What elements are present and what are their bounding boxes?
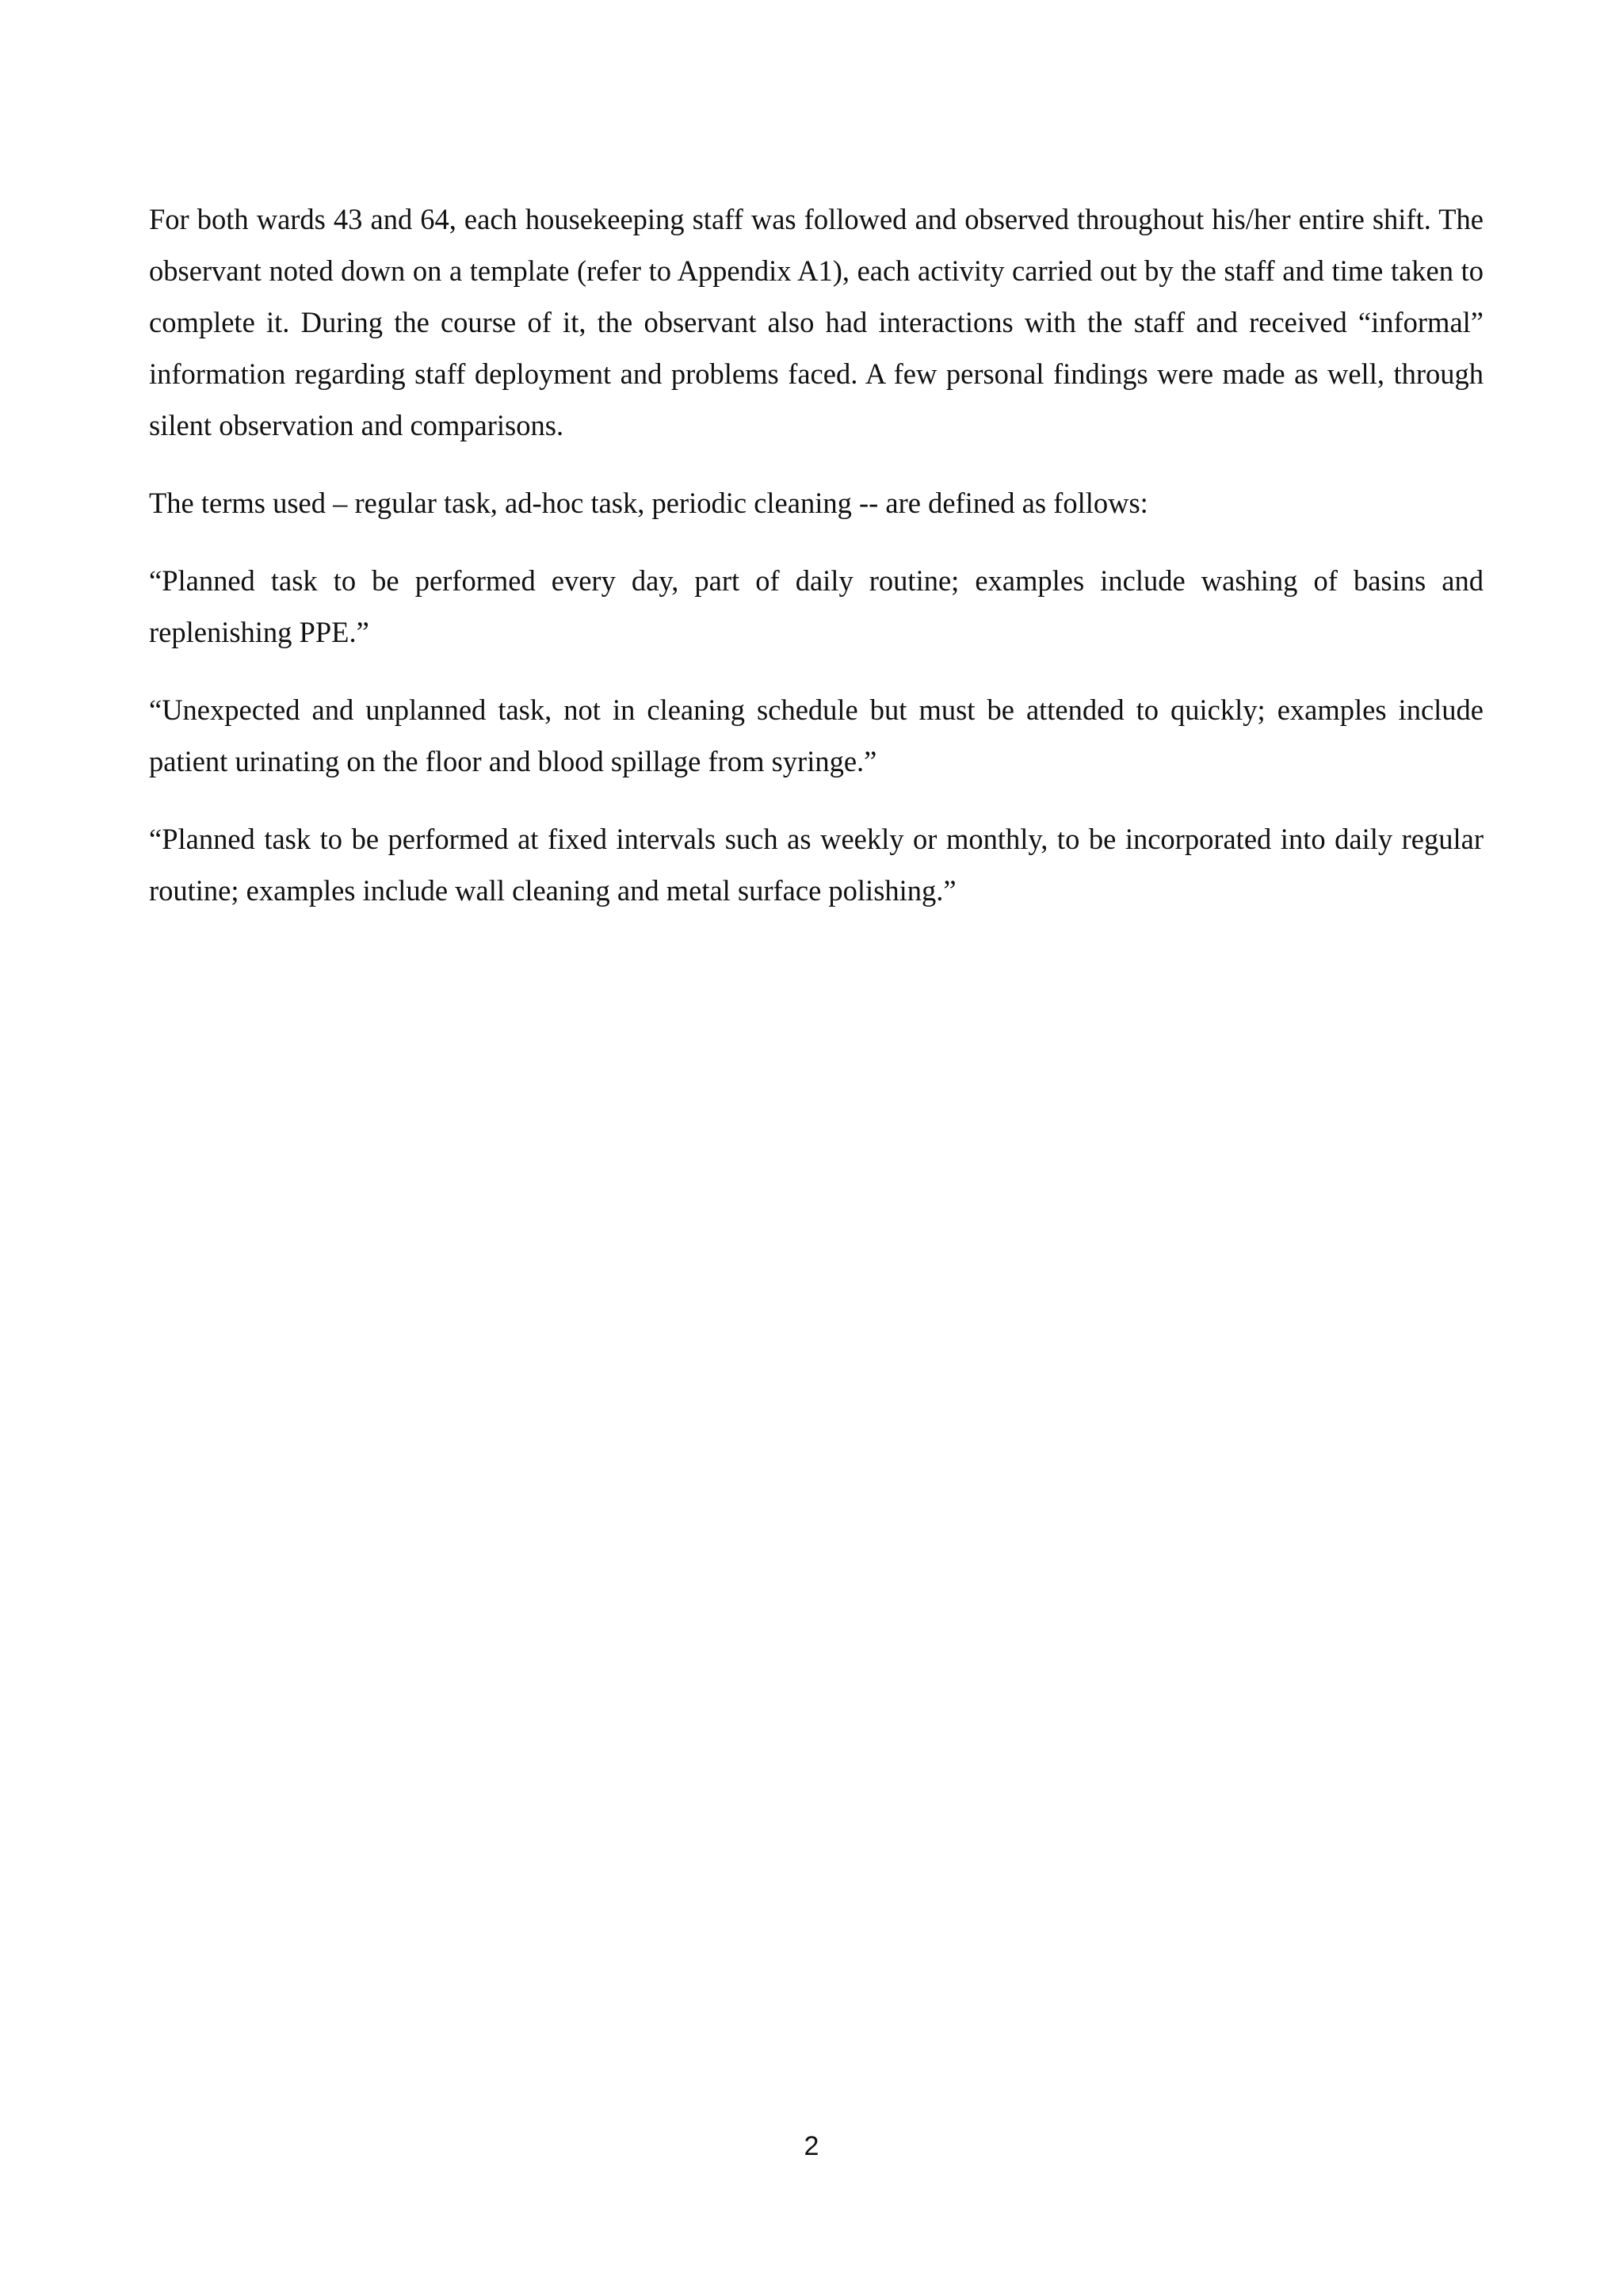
page-number: 2 (804, 2131, 819, 2161)
paragraph-regular-task-definition: “Planned task to be performed every day, part of daily routine; examples include washing of basins and replenishing PPE.” (149, 564, 1484, 648)
paragraph-ad-hoc-task-definition: “Unexpected and unplanned task, not in cleaning schedule but must be attended to quickly; examples include patient urinating on the floor and blood spillage from syringe.” (149, 693, 1484, 777)
body-text (149, 193, 1484, 942)
paragraph-terms-intro: The terms used – regular task, ad-hoc task, periodic cleaning -- are defined as follows: (149, 487, 1148, 519)
paragraph-periodic-cleaning-definition: “Planned task to be performed at fixed intervals such as weekly or monthly, to be incorporated into daily regular routine; examples include wall cleaning and metal surface polishing.” (149, 823, 1484, 907)
paragraph-methodology: For both wards 43 and 64, each housekeeping staff was followed and observed throughout his/her entire shift. The observant noted down on a template (refer to Appendix A1), each activity carried out by the staff and time taken to complete it. During the course of it, the observant also had interactions with the staff and received “informal” information regarding staff deployment and problems faced. A few personal findings were made as well, through silent observation and comparisons. (149, 203, 1484, 441)
